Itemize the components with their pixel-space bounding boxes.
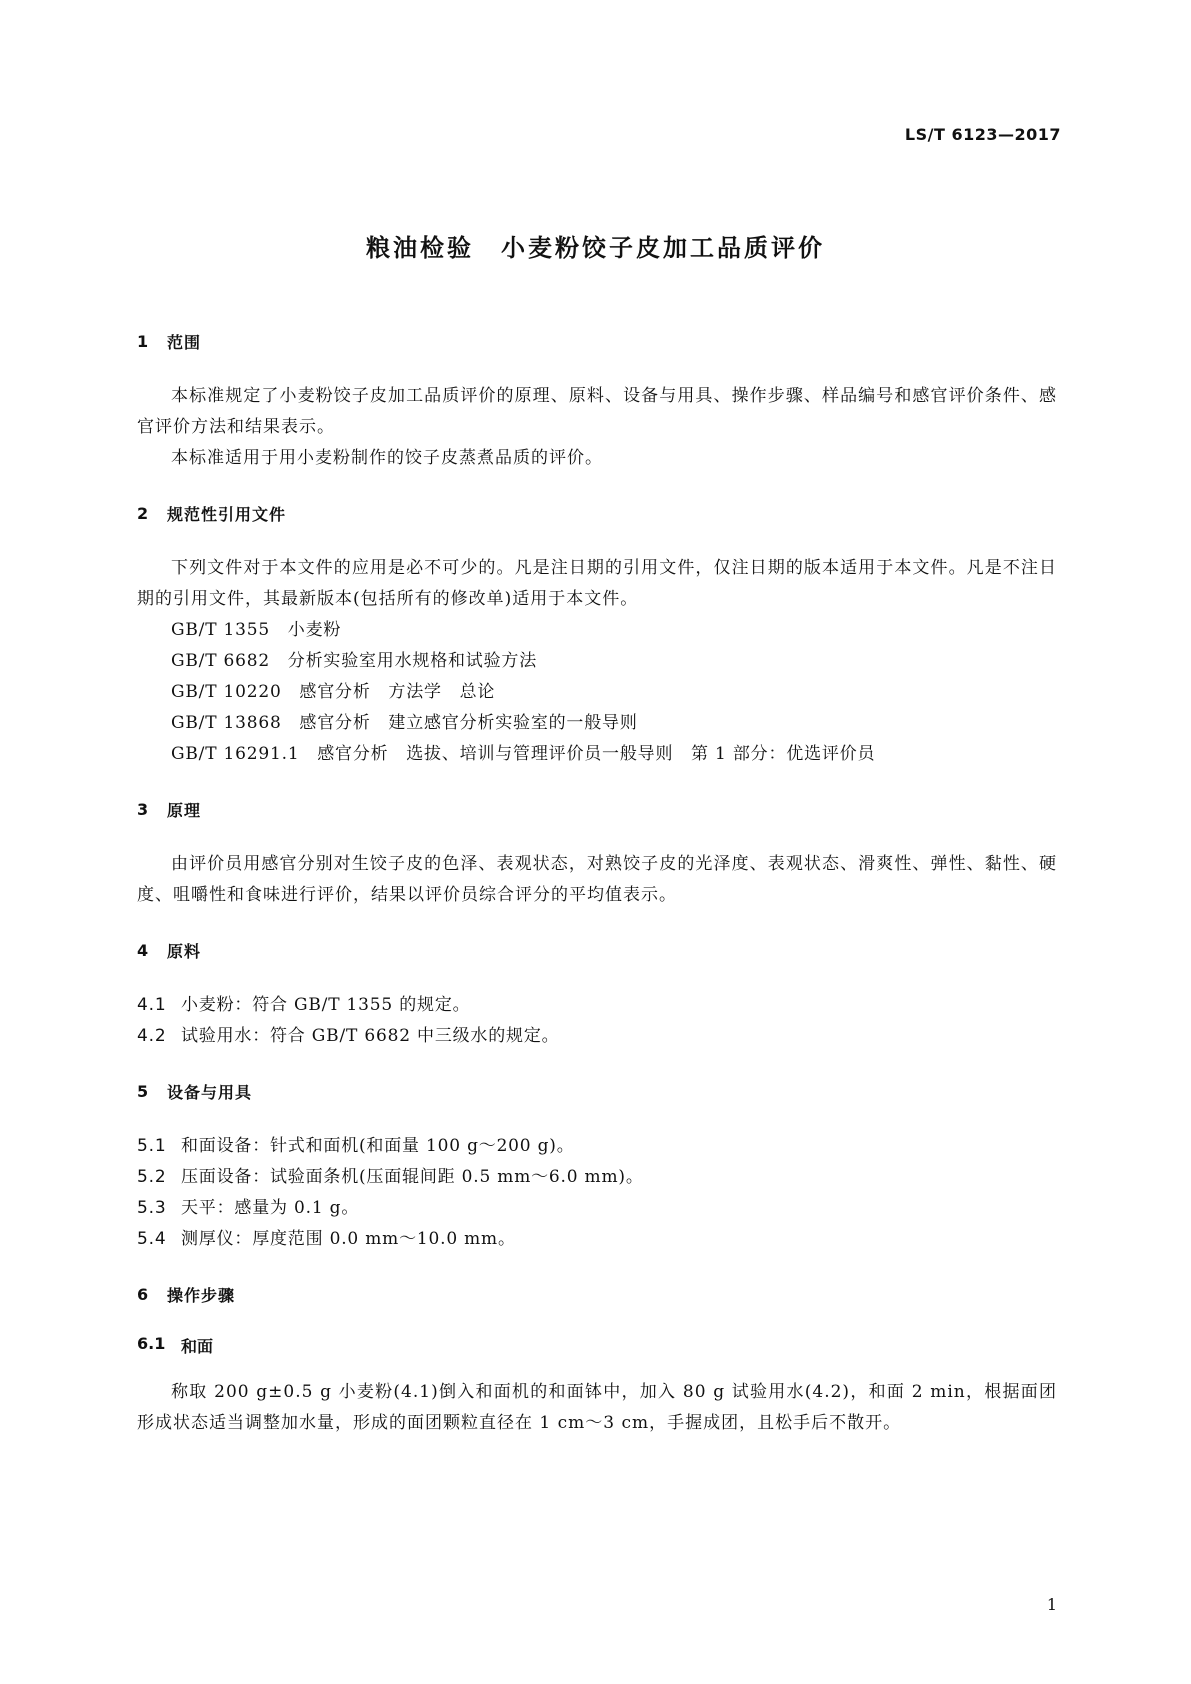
clause-number: 4.2 — [137, 1026, 167, 1046]
section-title: 操作步骤 — [167, 1286, 236, 1305]
subsection-title: 和面 — [181, 1337, 214, 1356]
reference-item: GB/T 10220 感官分析 方法学 总论 — [171, 682, 496, 702]
section-heading-equipment — [137, 1080, 1057, 1103]
clause-text: 测厚仪：厚度范围 0.0 mm～10.0 mm。 — [181, 1229, 516, 1249]
section-heading-materials — [137, 939, 1057, 962]
section-heading-principle — [137, 798, 1057, 821]
section-number: 5 — [137, 1082, 150, 1101]
section-heading-procedure — [137, 1283, 1057, 1306]
clause-text: 小麦粉：符合 GB/T 1355 的规定。 — [181, 995, 471, 1015]
clause-item — [137, 1224, 1057, 1255]
paragraph: 下列文件对于本文件的应用是必不可少的。凡是注日期的引用文件，仅注日期的版本适用于本文件。凡是不注日期的引用文件，其最新版本(包括所有的修改单)适用于本文件。 — [137, 558, 1057, 609]
document-title: 粮油检验 小麦粉饺子皮加工品质评价 — [366, 234, 825, 262]
paragraph: 本标准规定了小麦粉饺子皮加工品质评价的原理、原料、设备与用具、操作步骤、样品编号和感官评价条件、感官评价方法和结果表示。 — [137, 386, 1057, 437]
section-heading-scope — [137, 330, 1057, 353]
clause-item — [137, 1162, 1057, 1193]
clause-item — [137, 1131, 1057, 1162]
subsection-heading-mixing — [137, 1334, 1057, 1357]
clause-text: 压面设备：试验面条机(压面辊间距 0.5 mm～6.0 mm)。 — [181, 1167, 644, 1187]
section-title: 规范性引用文件 — [167, 505, 287, 524]
section-number: 2 — [137, 504, 150, 523]
section-title: 设备与用具 — [167, 1083, 253, 1102]
subsection-number: 6.1 — [137, 1334, 166, 1353]
clause-number: 5.2 — [137, 1167, 167, 1187]
clause-item — [137, 1193, 1057, 1224]
standard-code: LS/T 6123—2017 — [904, 125, 1061, 144]
reference-item: GB/T 13868 感官分析 建立感官分析实验室的一般导则 — [171, 713, 638, 733]
clause-item — [137, 990, 1057, 1021]
clause-text: 试验用水：符合 GB/T 6682 中三级水的规定。 — [181, 1026, 560, 1046]
clause-number: 4.1 — [137, 995, 167, 1015]
reference-item: GB/T 1355 小麦粉 — [171, 620, 342, 640]
paragraph: 由评价员用感官分别对生饺子皮的色泽、表观状态，对熟饺子皮的光泽度、表观状态、滑爽性、弹性、黏性、硬度、咀嚼性和食味进行评价，结果以评价员综合评分的平均值表示。 — [137, 854, 1057, 905]
clause-number: 5.4 — [137, 1229, 167, 1249]
paragraph: 本标准适用于用小麦粉制作的饺子皮蒸煮品质的评价。 — [171, 448, 603, 468]
clause-text: 和面设备：针式和面机(和面量 100 g～200 g)。 — [181, 1136, 575, 1156]
section-number: 6 — [137, 1285, 150, 1304]
clause-item — [137, 1021, 1057, 1052]
section-number: 3 — [137, 800, 150, 819]
clause-text: 天平：感量为 0.1 g。 — [181, 1198, 360, 1218]
reference-item: GB/T 6682 分析实验室用水规格和试验方法 — [171, 651, 538, 671]
section-title: 原料 — [167, 942, 202, 961]
section-heading-normative-references — [137, 502, 1057, 525]
section-number: 1 — [137, 332, 150, 351]
section-title: 原理 — [167, 801, 202, 820]
section-title: 范围 — [167, 333, 202, 352]
clause-number: 5.3 — [137, 1198, 167, 1218]
page-number: 1 — [1046, 1595, 1057, 1614]
clause-number: 5.1 — [137, 1136, 167, 1156]
reference-item: GB/T 16291.1 感官分析 选拔、培训与管理评价员一般导则 第 1 部分：优选评价员 — [171, 744, 876, 764]
paragraph: 称取 200 g±0.5 g 小麦粉(4.1)倒入和面机的和面钵中，加入 80 g 试验用水(4.2)，和面 2 min，根据面团形成状态适当调整加水量，形成的面团颗粒直径在 1 cm～3 cm，手握成团，且松手后不散开。 — [137, 1382, 1057, 1433]
document-body — [137, 330, 1057, 1439]
section-number: 4 — [137, 941, 150, 960]
